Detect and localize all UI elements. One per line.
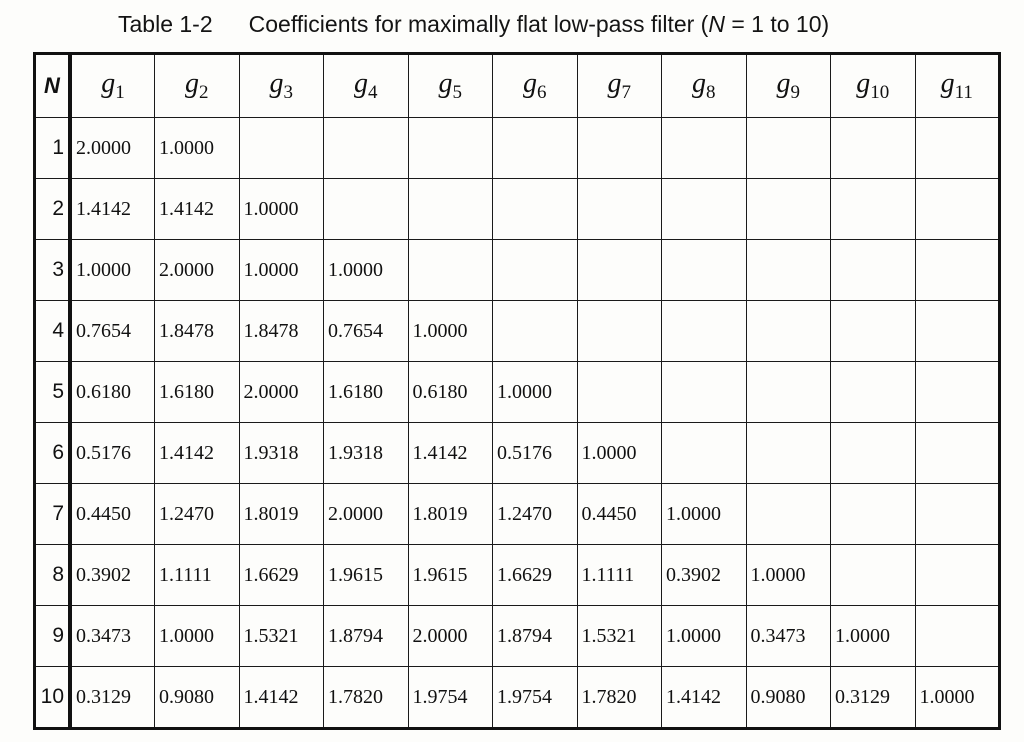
empty-cell <box>831 240 916 301</box>
table-number: Table 1-2 <box>118 11 213 37</box>
coefficient-cell: 2.0000 <box>408 606 493 667</box>
row-n-cell: 3 <box>35 240 71 301</box>
coefficient-cell: 0.3473 <box>70 606 155 667</box>
coefficient-cell: 1.6180 <box>155 362 240 423</box>
coefficient-cell: 2.0000 <box>324 484 409 545</box>
coefficient-cell: 1.6180 <box>324 362 409 423</box>
empty-cell <box>408 240 493 301</box>
column-header-base: g <box>438 68 453 99</box>
row-n-cell: 7 <box>35 484 71 545</box>
empty-cell <box>662 423 747 484</box>
table-row <box>35 179 1000 240</box>
coefficient-cell: 1.0000 <box>915 667 1000 729</box>
row-n-cell: 4 <box>35 301 71 362</box>
coefficient-cell: 0.6180 <box>70 362 155 423</box>
n-column-header: N <box>35 54 71 118</box>
table-row <box>35 423 1000 484</box>
column-header-base: g <box>101 68 116 99</box>
coefficient-cell: 1.0000 <box>408 301 493 362</box>
column-header-index: 3 <box>283 82 293 103</box>
empty-cell <box>746 179 831 240</box>
empty-cell <box>662 240 747 301</box>
column-header-g6 <box>493 54 578 118</box>
coefficient-cell: 0.6180 <box>408 362 493 423</box>
column-header-index: 2 <box>199 82 209 103</box>
column-header-base: g <box>856 68 871 99</box>
row-n-cell: 10 <box>35 667 71 729</box>
empty-cell <box>746 484 831 545</box>
coefficient-cell: 0.3129 <box>70 667 155 729</box>
coefficient-cell: 0.3129 <box>831 667 916 729</box>
coefficient-cell: 1.0000 <box>662 484 747 545</box>
column-header-base: g <box>185 68 199 99</box>
empty-cell <box>577 362 662 423</box>
empty-cell <box>831 118 916 179</box>
coefficient-cell: 0.3902 <box>70 545 155 606</box>
column-header-g11 <box>915 54 1000 118</box>
coefficient-cell: 1.0000 <box>324 240 409 301</box>
empty-cell <box>746 301 831 362</box>
empty-cell <box>831 545 916 606</box>
coefficient-cell: 1.9318 <box>324 423 409 484</box>
column-header-g8 <box>662 54 747 118</box>
coefficient-cell: 1.0000 <box>831 606 916 667</box>
coefficient-cell: 1.0000 <box>493 362 578 423</box>
column-header-index: 9 <box>790 82 800 103</box>
empty-cell <box>239 118 324 179</box>
coefficient-cell: 1.5321 <box>577 606 662 667</box>
coefficient-cell: 1.8019 <box>239 484 324 545</box>
table-row <box>35 606 1000 667</box>
coefficient-cell: 1.0000 <box>746 545 831 606</box>
empty-cell <box>746 423 831 484</box>
coefficient-cell: 1.8478 <box>155 301 240 362</box>
column-header-g3 <box>239 54 324 118</box>
coefficient-cell: 2.0000 <box>239 362 324 423</box>
coefficient-cell: 1.1111 <box>155 545 240 606</box>
empty-cell <box>662 118 747 179</box>
column-header-index: 10 <box>870 82 890 103</box>
table-header <box>35 54 1000 118</box>
column-header-g2 <box>155 54 240 118</box>
column-header-base: g <box>776 68 791 99</box>
coefficient-cell: 1.4142 <box>239 667 324 729</box>
coefficient-cell: 0.4450 <box>577 484 662 545</box>
coefficient-cell: 2.0000 <box>70 118 155 179</box>
coefficient-cell: 1.0000 <box>577 423 662 484</box>
coefficient-cell: 1.5321 <box>239 606 324 667</box>
column-header-base: g <box>523 68 537 99</box>
column-header-g7 <box>577 54 662 118</box>
coefficient-cell: 1.8478 <box>239 301 324 362</box>
empty-cell <box>493 301 578 362</box>
coefficient-cell: 0.7654 <box>324 301 409 362</box>
column-header-index: 6 <box>537 82 547 103</box>
empty-cell <box>408 118 493 179</box>
column-header-base: g <box>354 68 368 99</box>
table-row <box>35 667 1000 729</box>
table-row <box>35 362 1000 423</box>
row-n-cell: 9 <box>35 606 71 667</box>
empty-cell <box>662 179 747 240</box>
coefficient-cell: 1.0000 <box>239 179 324 240</box>
coefficient-cell: 1.8794 <box>493 606 578 667</box>
coefficient-cell: 1.9754 <box>493 667 578 729</box>
table-body <box>35 118 1000 729</box>
coefficient-cell: 1.0000 <box>662 606 747 667</box>
column-header-index: 4 <box>368 82 378 103</box>
coefficient-cell: 0.9080 <box>155 667 240 729</box>
coefficient-cell: 0.3902 <box>662 545 747 606</box>
caption-title-suffix: = 1 to 10) <box>724 11 830 37</box>
table-row <box>35 545 1000 606</box>
coefficient-cell: 1.9318 <box>239 423 324 484</box>
coefficient-cell: 0.5176 <box>70 423 155 484</box>
coefficient-cell: 0.4450 <box>70 484 155 545</box>
empty-cell <box>831 484 916 545</box>
table-row <box>35 484 1000 545</box>
empty-cell <box>915 423 1000 484</box>
empty-cell <box>324 118 409 179</box>
coefficient-cell: 1.0000 <box>70 240 155 301</box>
coefficient-cell: 1.4142 <box>70 179 155 240</box>
caption-n-symbol: N <box>708 11 725 37</box>
coefficient-table-container <box>33 52 1001 728</box>
caption-title-prefix: Coefficients for maximally flat low-pass filter ( <box>248 11 709 37</box>
column-header-g4 <box>324 54 409 118</box>
coefficient-cell: 1.0000 <box>239 240 324 301</box>
empty-cell <box>831 423 916 484</box>
empty-cell <box>746 362 831 423</box>
coefficient-cell: 1.8794 <box>324 606 409 667</box>
column-header-index: 8 <box>706 82 716 103</box>
column-header-base: g <box>940 68 955 99</box>
coefficient-cell: 1.2470 <box>155 484 240 545</box>
column-header-base: g <box>269 68 284 99</box>
empty-cell <box>915 545 1000 606</box>
empty-cell <box>915 606 1000 667</box>
coefficient-cell: 1.7820 <box>577 667 662 729</box>
empty-cell <box>746 118 831 179</box>
coefficient-cell: 1.4142 <box>155 423 240 484</box>
coefficient-cell: 0.9080 <box>746 667 831 729</box>
empty-cell <box>493 118 578 179</box>
coefficient-cell: 1.8019 <box>408 484 493 545</box>
empty-cell <box>831 301 916 362</box>
empty-cell <box>915 240 1000 301</box>
coefficient-cell: 1.2470 <box>493 484 578 545</box>
empty-cell <box>831 179 916 240</box>
coefficient-cell: 1.7820 <box>324 667 409 729</box>
row-n-cell: 6 <box>35 423 71 484</box>
header-row <box>35 54 1000 118</box>
empty-cell <box>662 301 747 362</box>
column-header-base: g <box>692 68 706 99</box>
column-header-index: 7 <box>621 82 631 103</box>
empty-cell <box>493 179 578 240</box>
empty-cell <box>662 362 747 423</box>
table-row <box>35 118 1000 179</box>
coefficient-cell: 1.9754 <box>408 667 493 729</box>
empty-cell <box>915 118 1000 179</box>
row-n-cell: 5 <box>35 362 71 423</box>
empty-cell <box>831 362 916 423</box>
coefficient-cell: 1.4142 <box>408 423 493 484</box>
empty-cell <box>577 118 662 179</box>
coefficient-cell: 1.0000 <box>155 606 240 667</box>
table-caption <box>118 6 998 42</box>
column-header-index: 5 <box>452 82 462 103</box>
column-header-g5 <box>408 54 493 118</box>
coefficient-cell: 0.5176 <box>493 423 578 484</box>
coefficient-table <box>33 52 1001 730</box>
coefficient-cell: 1.6629 <box>493 545 578 606</box>
coefficient-cell: 1.4142 <box>662 667 747 729</box>
empty-cell <box>915 484 1000 545</box>
empty-cell <box>408 179 493 240</box>
coefficient-cell: 2.0000 <box>155 240 240 301</box>
coefficient-cell: 1.9615 <box>408 545 493 606</box>
column-header-index: 11 <box>954 82 973 103</box>
column-header-base: g <box>607 68 622 99</box>
column-header-g1 <box>70 54 155 118</box>
empty-cell <box>577 179 662 240</box>
coefficient-cell: 1.9615 <box>324 545 409 606</box>
coefficient-cell: 1.0000 <box>155 118 240 179</box>
empty-cell <box>324 179 409 240</box>
empty-cell <box>577 240 662 301</box>
empty-cell <box>746 240 831 301</box>
table-row <box>35 301 1000 362</box>
empty-cell <box>493 240 578 301</box>
empty-cell <box>915 301 1000 362</box>
column-header-g9 <box>746 54 831 118</box>
empty-cell <box>915 362 1000 423</box>
column-header-g10 <box>831 54 916 118</box>
row-n-cell: 2 <box>35 179 71 240</box>
coefficient-cell: 1.1111 <box>577 545 662 606</box>
empty-cell <box>577 301 662 362</box>
column-header-index: 1 <box>115 82 125 103</box>
coefficient-cell: 1.6629 <box>239 545 324 606</box>
row-n-cell: 8 <box>35 545 71 606</box>
coefficient-cell: 0.3473 <box>746 606 831 667</box>
row-n-cell: 1 <box>35 118 71 179</box>
empty-cell <box>915 179 1000 240</box>
table-row <box>35 240 1000 301</box>
coefficient-cell: 0.7654 <box>70 301 155 362</box>
coefficient-cell: 1.4142 <box>155 179 240 240</box>
